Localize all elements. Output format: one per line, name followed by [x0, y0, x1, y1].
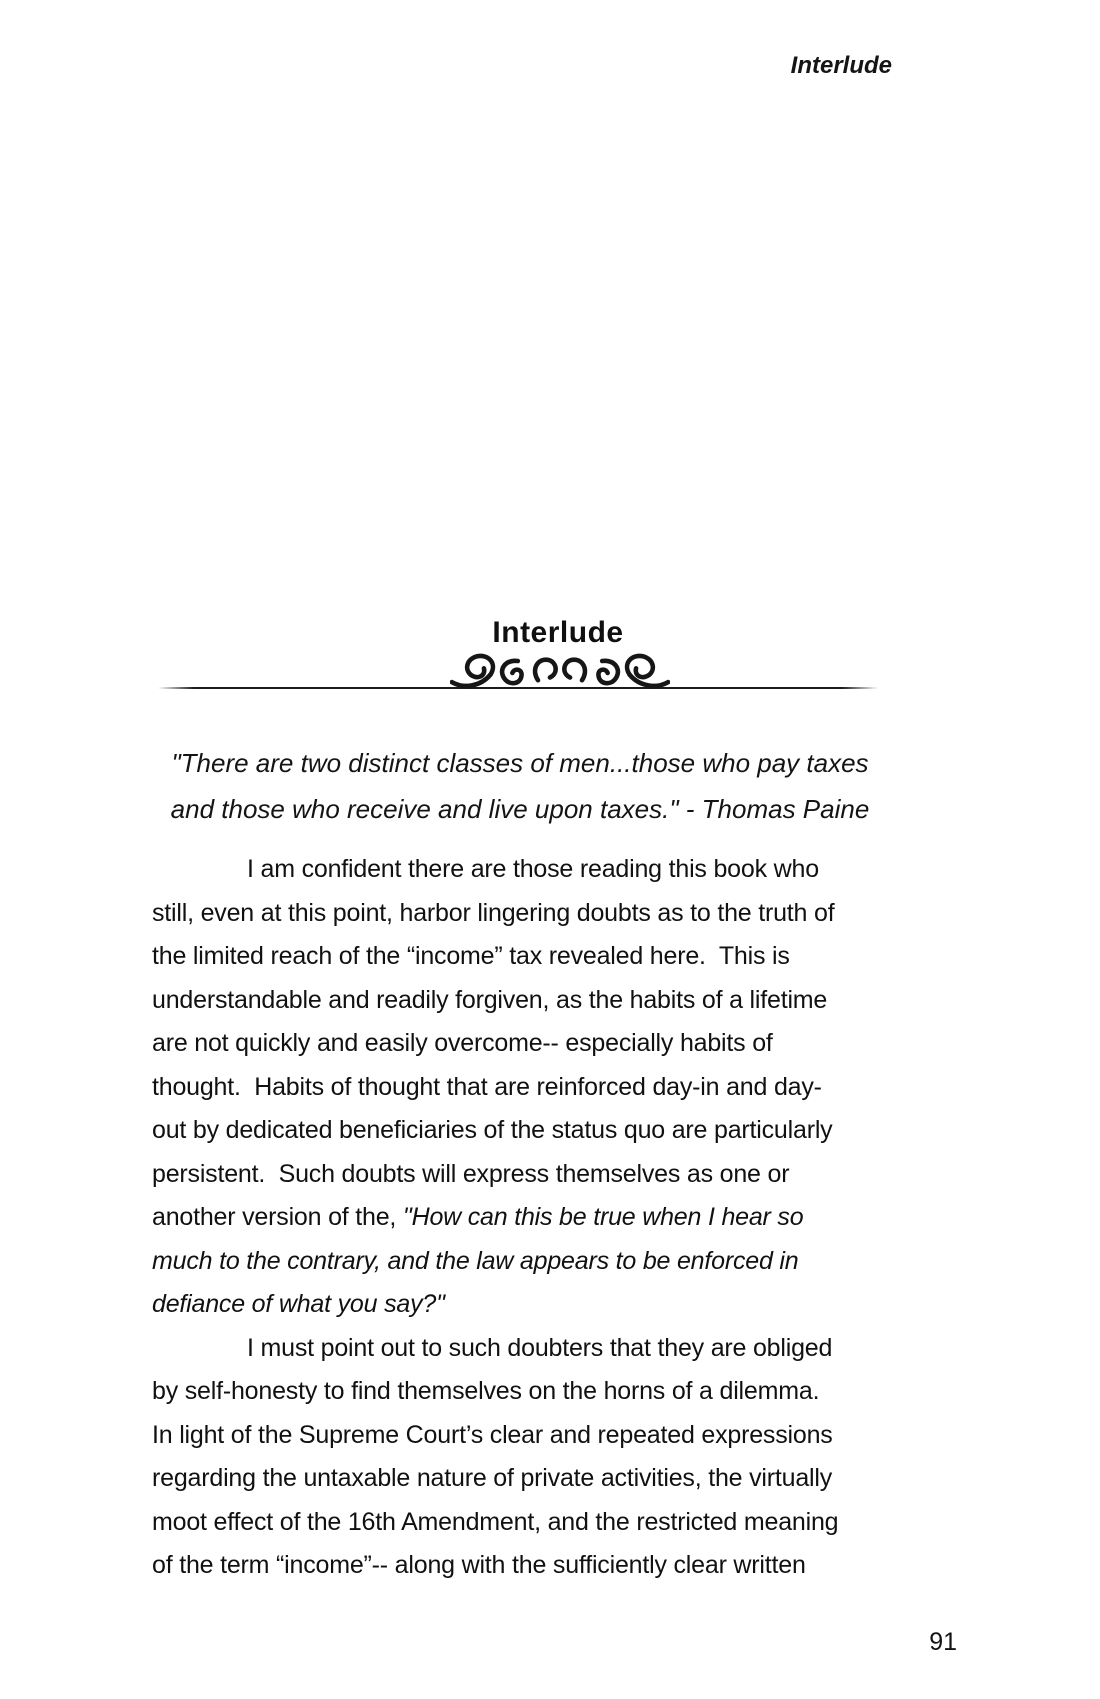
body-line	[152, 1414, 888, 1458]
body-segment: In light of the Supreme Court’s clear and repeated expressions	[152, 1420, 833, 1449]
body-segment-italic: defiance of what you say?"	[152, 1290, 445, 1318]
body-paragraph	[152, 848, 888, 1327]
page-number: 91	[929, 1628, 957, 1656]
body-segment: by self-honesty to find themselves on the horns of a dilemma.	[152, 1377, 820, 1405]
body-line	[152, 848, 888, 892]
chapter-title: Interlude	[492, 616, 624, 649]
body-paragraph	[152, 1327, 888, 1588]
body-line	[152, 892, 888, 936]
body-segment-italic: "How can this be true when I hear so	[402, 1203, 804, 1231]
body-segment: understandable and readily forgiven, as the habits of a lifetime	[152, 985, 828, 1014]
body-segment: persistent. Such doubts will express themselves as one or	[152, 1159, 790, 1188]
body-segment: still, even at this point, harbor lingering doubts as to the truth of	[152, 898, 835, 927]
chapter-heading	[190, 616, 926, 650]
body-line	[152, 935, 888, 979]
flourish-ornament-icon	[450, 650, 670, 696]
epigraph-line: and those who receive and live upon taxes." - Thomas Paine	[170, 794, 870, 824]
body-segment: regarding the untaxable nature of private activities, the virtually	[152, 1464, 833, 1492]
body-line	[152, 979, 888, 1023]
body-line	[152, 1327, 888, 1371]
body-line	[152, 1283, 888, 1327]
body-line	[152, 1109, 888, 1153]
body-segment: are not quickly and easily overcome-- especially habits of	[152, 1029, 773, 1057]
body-segment: I am confident there are those reading this book who	[247, 855, 819, 883]
body-segment: another version of the,	[152, 1203, 403, 1231]
epigraph-line: "There are two distinct classes of men...those who pay taxes	[171, 748, 869, 778]
body-line	[152, 1544, 888, 1588]
running-header: Interlude	[790, 52, 892, 79]
body-segment: moot effect of the 16th Amendment, and the restricted meaning	[152, 1507, 839, 1536]
body-segment: out by dedicated beneficiaries of the status quo are particularly	[152, 1116, 833, 1144]
body-text	[152, 848, 888, 1588]
body-line	[152, 1370, 888, 1414]
body-line	[152, 1153, 888, 1197]
body-line	[152, 1501, 888, 1545]
body-line	[152, 1196, 888, 1240]
body-line	[152, 1066, 888, 1110]
body-segment: the limited reach of the “income” tax revealed here. This is	[152, 942, 790, 970]
body-segment-italic: much to the contrary, and the law appears to be enforced in	[152, 1246, 799, 1275]
epigraph	[152, 740, 888, 832]
body-segment: of the term “income”-- along with the sufficiently clear written	[152, 1551, 806, 1579]
body-line	[152, 1457, 888, 1501]
body-line	[152, 1022, 888, 1066]
body-segment: I must point out to such doubters that they are obliged	[247, 1333, 833, 1362]
body-line	[152, 1240, 888, 1284]
body-segment: thought. Habits of thought that are reinforced day-in and day-	[152, 1072, 822, 1101]
